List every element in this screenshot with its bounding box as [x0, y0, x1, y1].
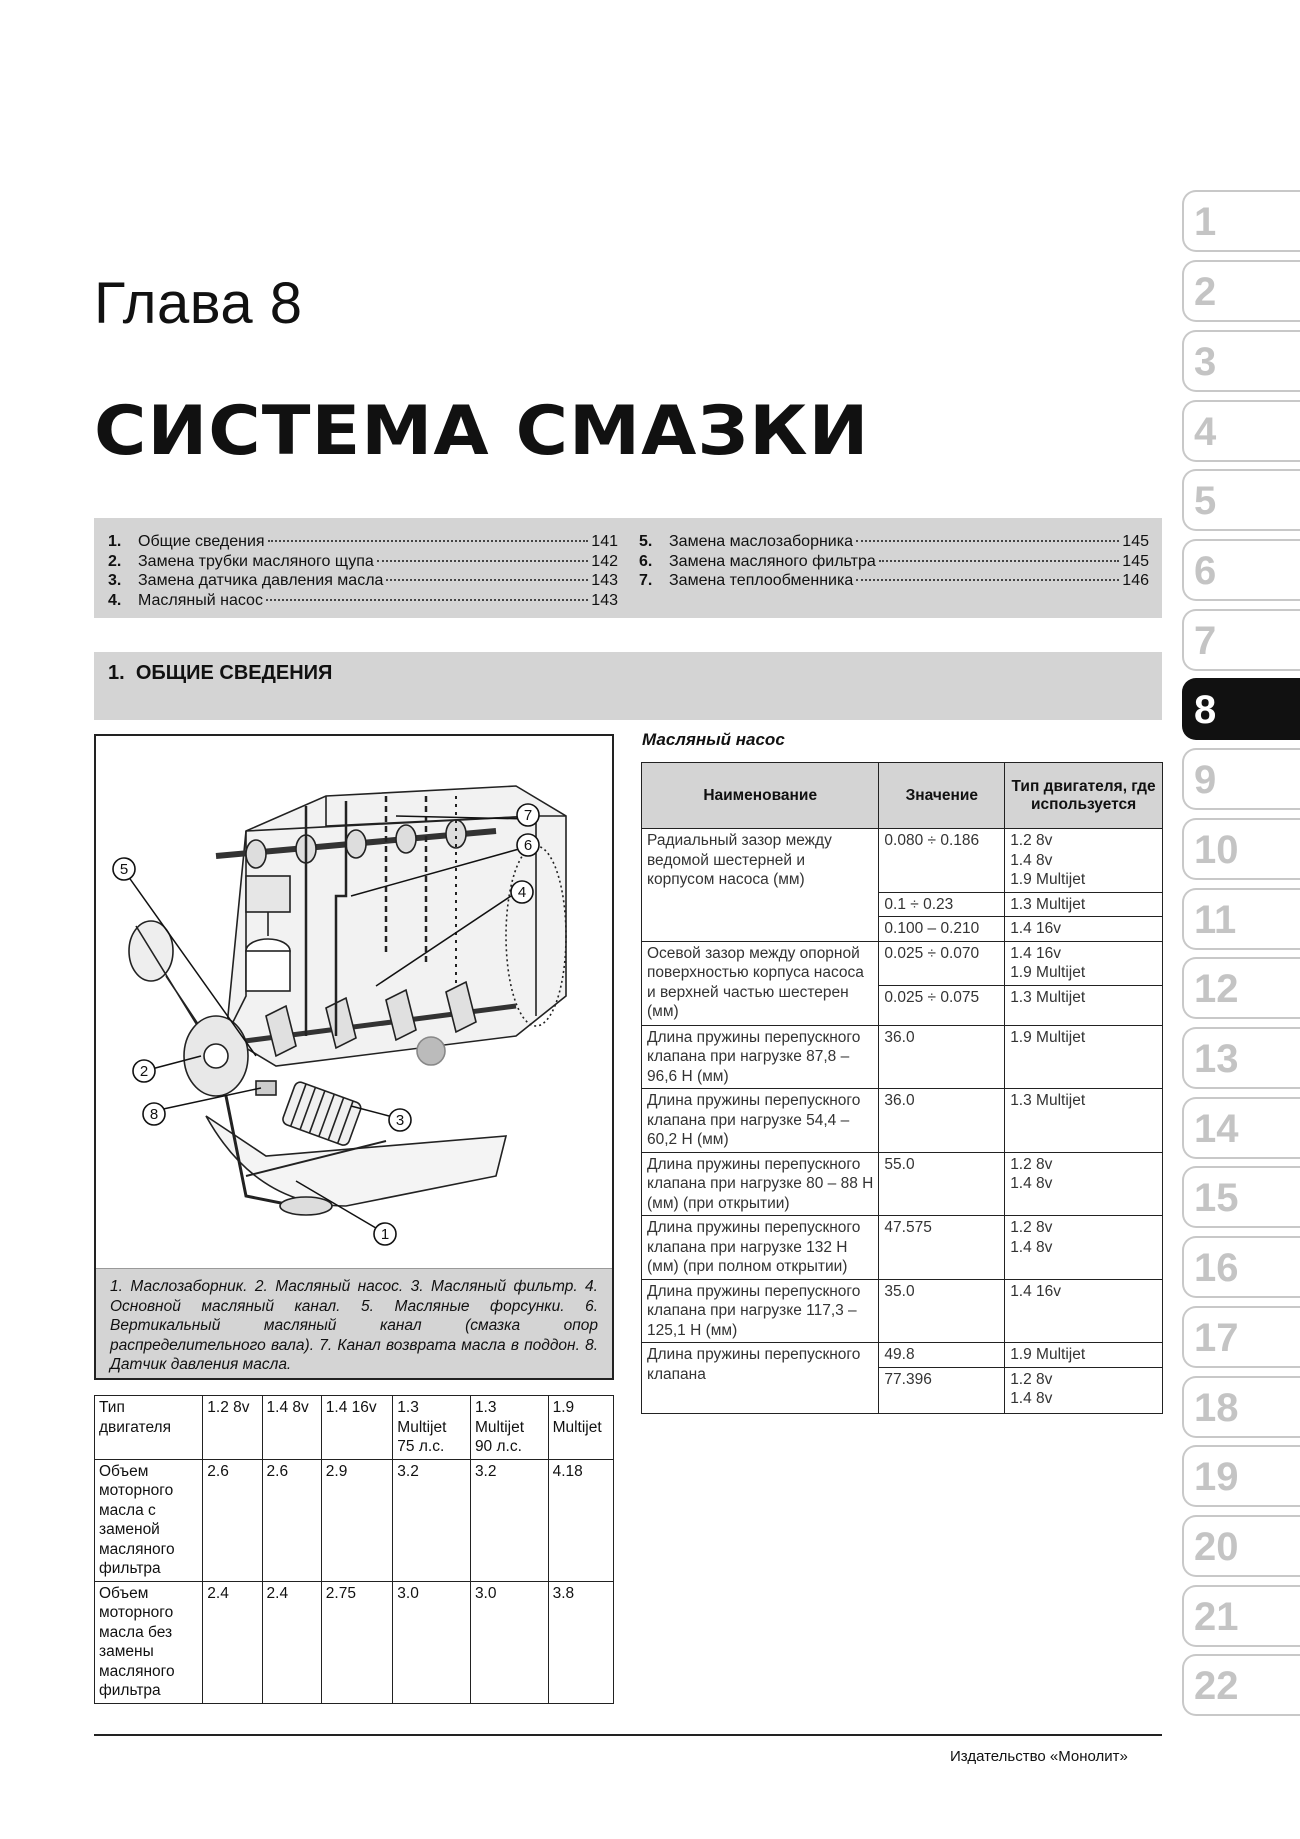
table-cell: 2.4: [203, 1581, 262, 1703]
callout-1: 1: [380, 1226, 390, 1243]
chapter-tab-15[interactable]: 15: [1182, 1166, 1300, 1228]
table-cell: 0.080 ÷ 0.186: [879, 829, 1005, 893]
publisher-footer: Издательство «Монолит»: [950, 1748, 1128, 1765]
table-cell: Объем моторного масла без замены масляного фильтра: [95, 1581, 203, 1703]
toc-item[interactable]: 4. Масляный насос 143: [108, 591, 618, 609]
table-header-row: [642, 763, 1163, 829]
table-cell: 49.8: [879, 1343, 1005, 1368]
table-cell: Объем моторного масла с заменой масляного фильтра: [95, 1459, 203, 1581]
toc-item[interactable]: 3. Замена датчика давления масла 143: [108, 572, 618, 589]
table-cell: 3.8: [548, 1581, 613, 1703]
table-row: [642, 1343, 1163, 1368]
table-cell: 2.75: [321, 1581, 393, 1703]
toc-column-right: [639, 532, 1149, 591]
chapter-tab-9[interactable]: 9: [1182, 748, 1300, 810]
oil-capacity-table: [94, 1395, 614, 1704]
toc-item[interactable]: 7. Замена теплообменника 146: [639, 572, 1149, 589]
table-cell: Длина пружины перепускного клапана при нагрузке 80 – 88 Н (мм) (при открытии): [642, 1152, 879, 1216]
table-cell: 1.3 Multijet: [1005, 985, 1163, 1025]
toc-column-left: [108, 532, 618, 610]
table-cell: Длина пружины перепускного клапана при нагрузке 117,3 – 125,1 Н (мм): [642, 1279, 879, 1343]
table-cell: 1.2 8v: [203, 1396, 262, 1460]
chapter-tab-2[interactable]: 2: [1182, 260, 1300, 322]
chapter-tab-21[interactable]: 21: [1182, 1585, 1300, 1647]
chapter-tab-11[interactable]: 11: [1182, 888, 1300, 950]
callout-7: 7: [523, 807, 533, 824]
table-cell: 1.3 Multijet: [1005, 892, 1163, 917]
table-cell: 0.1 ÷ 0.23: [879, 892, 1005, 917]
table-cell: 1.2 8v 1.4 8v: [1005, 1152, 1163, 1216]
table-row: [642, 1279, 1163, 1343]
table-row: [95, 1459, 614, 1581]
callout-2: 2: [139, 1063, 149, 1080]
callout-5: 5: [119, 861, 129, 878]
figure-caption: 1. Маслозаборник. 2. Масляный насос. 3. Масляный фильтр. 4. Основной масляный канал. 5. Масляные форсунки. 6. Вертикальный масляный канал (смазка опор распределительного вала). 7. Канал возврата масла в поддон. 8. Датчик давления масла.: [96, 1268, 612, 1378]
table-cell: 1.9 Multijet: [548, 1396, 613, 1460]
chapter-tab-20[interactable]: 20: [1182, 1515, 1300, 1577]
table-cell: 55.0: [879, 1152, 1005, 1216]
chapter-heading: Глава 8: [94, 271, 303, 336]
toc-leader: [879, 560, 1120, 562]
table-cell: Осевой зазор между опорной поверхностью корпуса насоса и верхней частью шестерен (мм): [642, 941, 879, 1025]
table-cell: 47.575: [879, 1216, 1005, 1280]
chapter-tab-14[interactable]: 14: [1182, 1097, 1300, 1159]
callout-8: 8: [149, 1106, 159, 1123]
footer-rule: [94, 1734, 1162, 1736]
table-row: [642, 1025, 1163, 1089]
table-cell: Радиальный зазор между ведомой шестерней и корпусом насоса (мм): [642, 829, 879, 942]
table-row: [642, 1152, 1163, 1216]
table-header-cell: Наименование: [642, 763, 879, 829]
chapter-tab-19[interactable]: 19: [1182, 1445, 1300, 1507]
table-row: [642, 829, 1163, 893]
chapter-tab-13[interactable]: 13: [1182, 1027, 1300, 1089]
table-cell: Тип двигателя: [95, 1396, 203, 1460]
table-cell: 1.4 8v: [262, 1396, 321, 1460]
chapter-tab-3[interactable]: 3: [1182, 330, 1300, 392]
table-header-cell: Тип двигателя, где используется: [1005, 763, 1163, 829]
toc-leader: [377, 560, 589, 562]
table-cell: 1.2 8v 1.4 8v: [1005, 1367, 1163, 1413]
chapter-tab-22[interactable]: 22: [1182, 1654, 1300, 1716]
oil-pump-table: [641, 762, 1163, 1414]
section-header: [94, 652, 1162, 720]
engine-lubrication-figure: [94, 734, 614, 1380]
table-cell: Длина пружины перепускного клапана при нагрузке 132 Н (мм) (при полном открытии): [642, 1216, 879, 1280]
toc-item[interactable]: 1. Общие сведения 141: [108, 533, 618, 550]
table-cell: 1.3 Multijet 90 л.с.: [470, 1396, 548, 1460]
table-cell: Длина пружины перепускного клапана при нагрузке 54,4 – 60,2 Н (мм): [642, 1089, 879, 1153]
table-cell: 2.4: [262, 1581, 321, 1703]
table-of-contents: [94, 518, 1162, 618]
table-header-row: [95, 1396, 614, 1460]
chapter-tab-1[interactable]: 1: [1182, 190, 1300, 252]
table-cell: 1.9 Multijet: [1005, 1025, 1163, 1089]
table-row: [642, 941, 1163, 985]
chapter-tab-17[interactable]: 17: [1182, 1306, 1300, 1368]
section-title: 1. ОБЩИЕ СВЕДЕНИЯ: [108, 662, 333, 684]
table-cell: 1.4 16v: [1005, 1279, 1163, 1343]
table-cell: 77.396: [879, 1367, 1005, 1413]
chapter-tab-5[interactable]: 5: [1182, 469, 1300, 531]
table-cell: 3.2: [393, 1459, 471, 1581]
toc-item[interactable]: 2. Замена трубки масляного щупа 142: [108, 552, 618, 570]
table-cell: 0.025 ÷ 0.075: [879, 985, 1005, 1025]
callout-4: 4: [517, 884, 527, 901]
chapter-tab-12[interactable]: 12: [1182, 957, 1300, 1019]
table-cell: 0.100 – 0.210: [879, 917, 1005, 942]
table-cell: 1.2 8v 1.4 8v: [1005, 1216, 1163, 1280]
table-cell: 1.4 16v: [321, 1396, 393, 1460]
chapter-tab-7[interactable]: 7: [1182, 609, 1300, 671]
engine-illustration: [96, 736, 612, 1268]
table-cell: 3.0: [470, 1581, 548, 1703]
pump-table-caption: Масляный насос: [642, 730, 785, 749]
table-cell: 1.9 Multijet: [1005, 1343, 1163, 1368]
callout-6: 6: [523, 837, 533, 854]
table-cell: 0.025 ÷ 0.070: [879, 941, 1005, 985]
chapter-tab-4[interactable]: 4: [1182, 400, 1300, 462]
toc-item[interactable]: 5. Замена маслозаборника 145: [639, 533, 1149, 550]
table-cell: 36.0: [879, 1089, 1005, 1153]
table-cell: Длина пружины перепускного клапана: [642, 1343, 879, 1414]
table-cell: 3.0: [393, 1581, 471, 1703]
chapter-tab-16[interactable]: 16: [1182, 1236, 1300, 1298]
table-cell: 2.9: [321, 1459, 393, 1581]
toc-leader: [266, 599, 588, 601]
table-cell: 35.0: [879, 1279, 1005, 1343]
table-cell: 1.2 8v 1.4 8v 1.9 Multijet: [1005, 829, 1163, 893]
chapter-tab-10[interactable]: 10: [1182, 818, 1300, 880]
page-title: СИСТЕМА СМАЗКИ: [94, 392, 870, 471]
toc-leader: [386, 579, 588, 581]
table-cell: 2.6: [262, 1459, 321, 1581]
table-row: [642, 1089, 1163, 1153]
chapter-tab-18[interactable]: 18: [1182, 1376, 1300, 1438]
table-cell: 1.4 16v: [1005, 917, 1163, 942]
chapter-tab-6[interactable]: 6: [1182, 539, 1300, 601]
table-cell: Длина пружины перепускного клапана при нагрузке 87,8 – 96,6 Н (мм): [642, 1025, 879, 1089]
table-cell: 3.2: [470, 1459, 548, 1581]
toc-leader: [856, 579, 1119, 581]
table-cell: 2.6: [203, 1459, 262, 1581]
toc-leader: [268, 540, 589, 542]
chapter-tab-8-active[interactable]: 8: [1182, 678, 1300, 740]
toc-leader: [856, 540, 1119, 542]
callout-3: 3: [395, 1112, 405, 1129]
table-cell: 1.3 Multijet 75 л.с.: [393, 1396, 471, 1460]
table-cell: 1.4 16v 1.9 Multijet: [1005, 941, 1163, 985]
table-cell: 36.0: [879, 1025, 1005, 1089]
table-header-cell: Значение: [879, 763, 1005, 829]
toc-item[interactable]: 6. Замена масляного фильтра 145: [639, 552, 1149, 570]
table-row: [642, 1216, 1163, 1280]
table-cell: 4.18: [548, 1459, 613, 1581]
table-row: [95, 1581, 614, 1703]
table-cell: 1.3 Multijet: [1005, 1089, 1163, 1153]
